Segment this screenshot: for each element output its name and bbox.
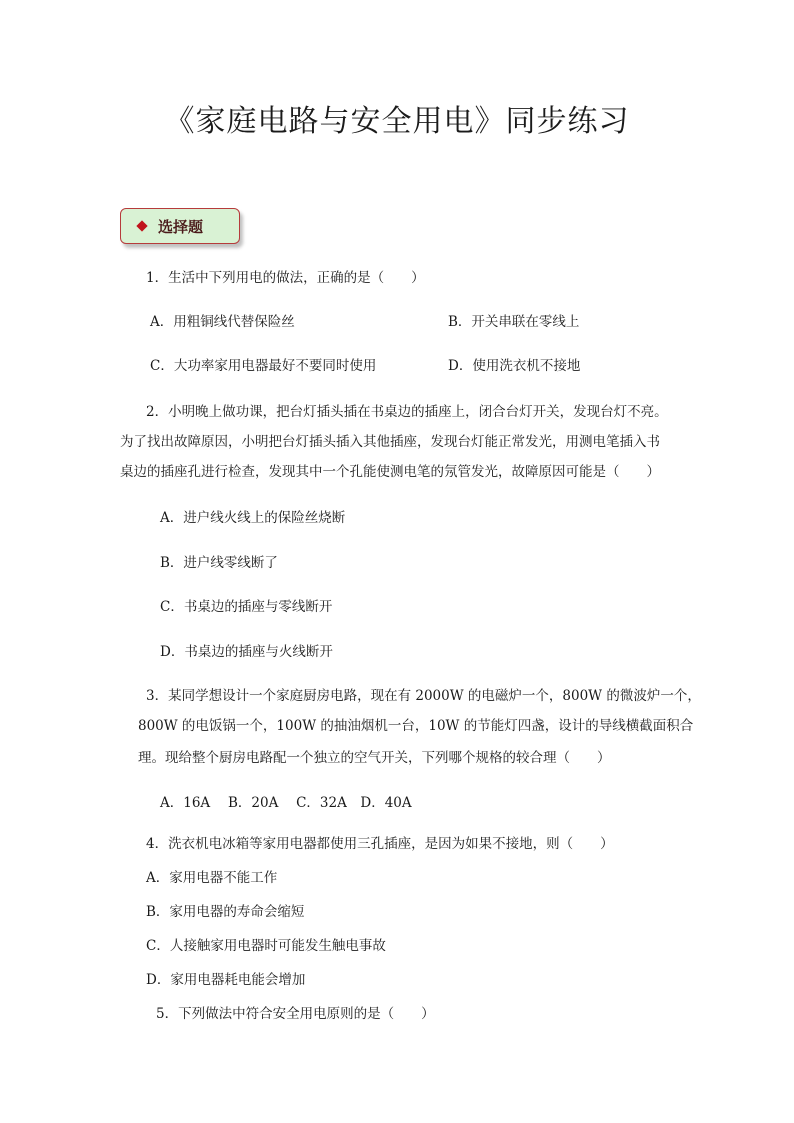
question-2-option-a: A．进户线火线上的保险丝烧断 bbox=[160, 510, 346, 526]
section-tag-choice bbox=[120, 208, 240, 244]
question-3-stem-line-2: 800W 的电饭锅一个，100W 的抽油烟机一台，10W 的节能灯四盏，设计的导线横截面积合 bbox=[138, 718, 694, 734]
question-2-stem-line-2: 为了找出故障原因，小明把台灯插头插入其他插座，发现台灯能正常发光，用测电笔插入书 bbox=[120, 434, 660, 450]
section-label: 选择题 bbox=[158, 217, 204, 236]
question-1-option-d: D．使用洗衣机不接地 bbox=[448, 358, 581, 374]
question-4-stem: 4．洗衣机电冰箱等家用电器都使用三孔插座，是因为如果不接地，则（ ） bbox=[146, 836, 614, 852]
question-4-option-d: D．家用电器耗电能会增加 bbox=[146, 972, 306, 988]
question-3-stem-line-1: 3．某同学想设计一个家庭厨房电路，现在有 2000W 的电磁炉一个，800W 的微波炉一个， bbox=[146, 688, 701, 704]
question-4-option-a: A．家用电器不能工作 bbox=[146, 870, 278, 886]
question-3-options: A．16A B．20A C．32A D．40A bbox=[160, 795, 412, 811]
diamond-bullet-icon bbox=[136, 220, 147, 231]
question-4-option-c: C．人接触家用电器时可能发生触电事故 bbox=[146, 938, 386, 954]
question-1-option-b: B．开关串联在零线上 bbox=[448, 314, 580, 330]
question-5-stem: 5．下列做法中符合安全用电原则的是（ ） bbox=[156, 1006, 435, 1022]
question-2-option-b: B．进户线零线断了 bbox=[160, 555, 278, 571]
question-1-option-a: A．用粗铜线代替保险丝 bbox=[150, 314, 295, 330]
page-title: 《家庭电路与安全用电》同步练习 bbox=[164, 104, 630, 139]
question-1-option-c: C．大功率家用电器最好不要同时使用 bbox=[150, 358, 377, 374]
question-2-stem-line-3: 桌边的插座孔进行检查，发现其中一个孔能使测电笔的氖管发光，故障原因可能是（ ） bbox=[120, 464, 660, 480]
question-4-option-b: B．家用电器的寿命会缩短 bbox=[146, 904, 305, 920]
question-2-option-c: C．书桌边的插座与零线断开 bbox=[160, 599, 333, 615]
question-3-stem-line-3: 理。现给整个厨房电路配一个独立的空气开关，下列哪个规格的较合理（ ） bbox=[138, 750, 611, 766]
question-2-option-d: D．书桌边的插座与火线断开 bbox=[160, 644, 333, 660]
question-2-stem-line-1: 2．小明晚上做功课，把台灯插头插在书桌边的插座上，闭合台灯开关，发现台灯不亮。 bbox=[146, 404, 668, 420]
question-1-stem: 1．生活中下列用电的做法，正确的是（ ） bbox=[146, 270, 425, 286]
